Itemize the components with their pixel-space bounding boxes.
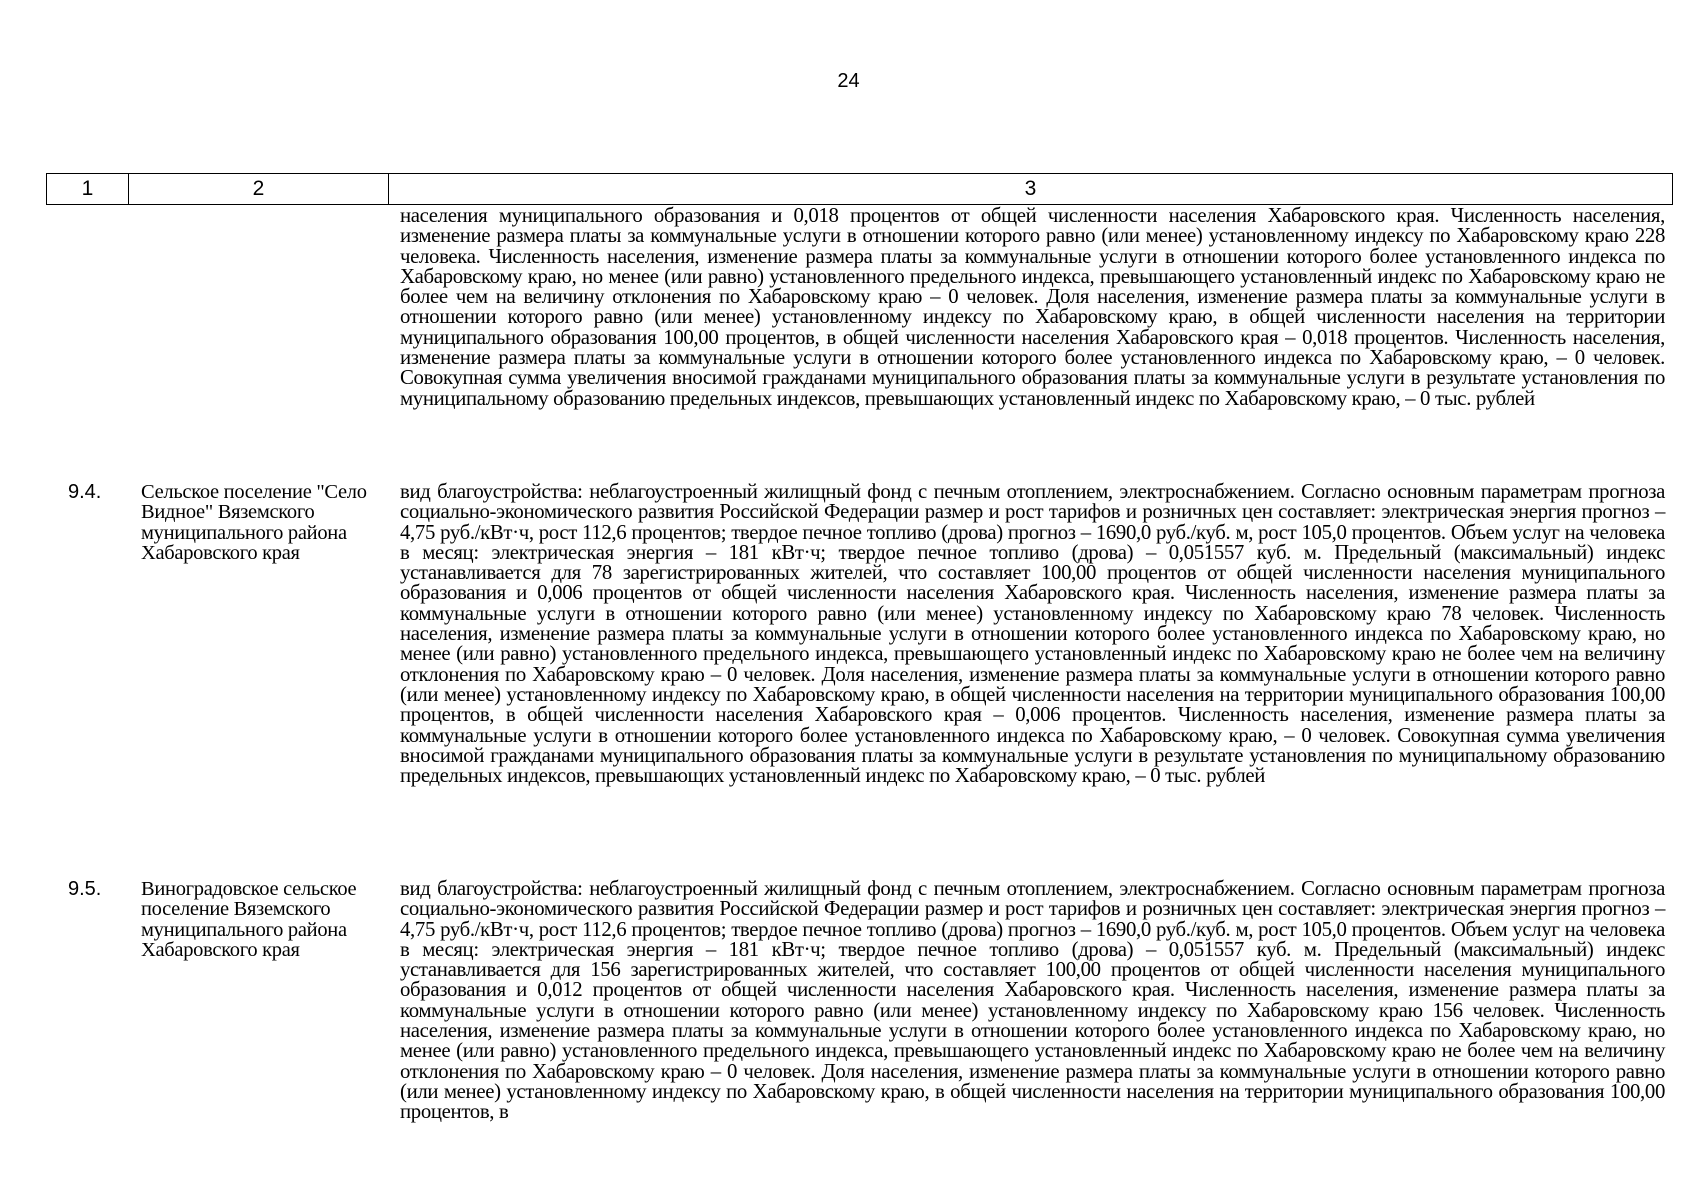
column-header-2: 2 (129, 174, 389, 204)
page-number: 24 (837, 70, 860, 92)
row-number: 9.4. (68, 481, 102, 503)
column-header-3: 3 (1024, 177, 1037, 200)
row-number: 9.5. (68, 878, 102, 900)
column-header-1: 1 (47, 174, 129, 204)
table-header (46, 173, 1673, 205)
settlement-name: Виноградовское сельское поселение Вяземского муниципального района Хабаровского края (141, 878, 357, 961)
row-description: населения муниципального образования и 0,018 процентов от общей численности населения Хабаровского края. Численность населения, изменение размера платы за коммунальные услуги в отношении которого равно (или менее) установленному индексу по Хабаровскому краю 228 человека. Численность населения, изменение размера платы за коммунальные услуги в отношении которого более установленного индекса по Хабаровскому краю, но менее (или равно) установленного предельного индекса, превышающего установленный индекс по Хабаровскому краю не более чем на величину отклонения по Хабаровскому краю – 0 человек. Доля населения, изменение размера платы за коммунальные услуги в отношении которого равно (или менее) установленному индексу по Хабаровскому краю, в общей численности населения на территории муниципального образования 100,00 процентов, в общей численности населения Хабаровского края – 0,018 процентов. Численность населения, изменение размера платы за коммунальные услуги в отношении которого более установленного индекса по Хабаровскому краю, – 0 человек. Совокупная сумма увеличения вносимой гражданами муниципального образования платы за коммунальные услуги в результате установления по муниципальному образованию предельных индексов, превышающих установленный индекс по Хабаровскому краю, – 0 тыс. рублей (400, 204, 1665, 410)
row-description: вид благоустройства: неблагоустроенный жилищный фонд с печным отоплением, электроснабжением. Согласно основным параметрам прогноза социально-экономического развития Российской Федерации размер и рост тарифов и розничных цен составляет: электрическая энергия прогноз – 4,75 руб./кВт·ч, рост 112,6 процентов; твердое печное топливо (дрова) прогноз – 1690,0 руб./куб. м, рост 105,0 процентов. Объем услуг на человека в месяц: электрическая энергия – 181 кВт·ч; твердое печное топливо (дрова) – 0,051557 куб. м. Предельный (максимальный) индекс устанавливается для 78 зарегистрированных жителей, что составляет 100,00 процентов от общей численности населения муниципального образования и 0,006 процентов от общей численности населения Хабаровского края. Численность населения, изменение размера платы за коммунальные услуги в отношении которого равно (или менее) установленному индексу по Хабаровскому краю 78 человек. Численность населения, изменение размера платы за коммунальные услуги в отношении которого более установленного индекса по Хабаровскому краю, но менее (или равно) установленного предельного индекса, превышающего установленный индекс по Хабаровскому краю не более чем на величину отклонения по Хабаровскому краю – 0 человек. Доля населения, изменение размера платы за коммунальные услуги в отношении которого равно (или менее) установленному индексу по Хабаровскому краю, в общей численности населения на территории муниципального образования 100,00 процентов, в общей численности населения Хабаровского края – 0,006 процентов. Численность населения, изменение размера платы за коммунальные услуги в отношении которого более установленного индекса по Хабаровскому краю, – 0 человек. Совокупная сумма увеличения вносимой гражданами муниципального образования платы за коммунальные услуги в результате установления по муниципальному образованию предельных индексов, превышающих установленный индекс по Хабаровскому краю, – 0 тыс. рублей (400, 480, 1665, 788)
settlement-name: Сельское поселение "Село Видное" Вяземского муниципального района Хабаровского края (141, 481, 367, 564)
row-description: вид благоустройства: неблагоустроенный жилищный фонд с печным отоплением, электроснабжением. Согласно основным параметрам прогноза социально-экономического развития Российской Федерации размер и рост тарифов и розничных цен составляет: электрическая энергия прогноз – 4,75 руб./кВт·ч, рост 112,6 процентов; твердое печное топливо (дрова) прогноз – 1690,0 руб./куб. м, рост 105,0 процентов. Объем услуг на человека в месяц: электрическая энергия – 181 кВт·ч; твердое печное топливо (дрова) – 0,051557 куб. м. Предельный (максимальный) индекс устанавливается для 156 зарегистрированных жителей, что составляет 100,00 процентов от общей численности населения муниципального образования и 0,012 процентов от общей численности населения Хабаровского края. Численность населения, изменение размера платы за коммунальные услуги в отношении которого равно (или менее) установленному индексу по Хабаровскому краю 156 человек. Численность населения, изменение размера платы за коммунальные услуги в отношении которого более установленного индекса по Хабаровскому краю, но менее (или равно) установленного предельного индекса, превышающего установленный индекс по Хабаровскому краю не более чем на величину отклонения по Хабаровскому краю – 0 человек. Доля населения, изменение размера платы за коммунальные услуги в отношении которого равно (или менее) установленному индексу по Хабаровскому краю, в общей численности населения на территории муниципального образования 100,00 процентов, в (400, 877, 1665, 1124)
